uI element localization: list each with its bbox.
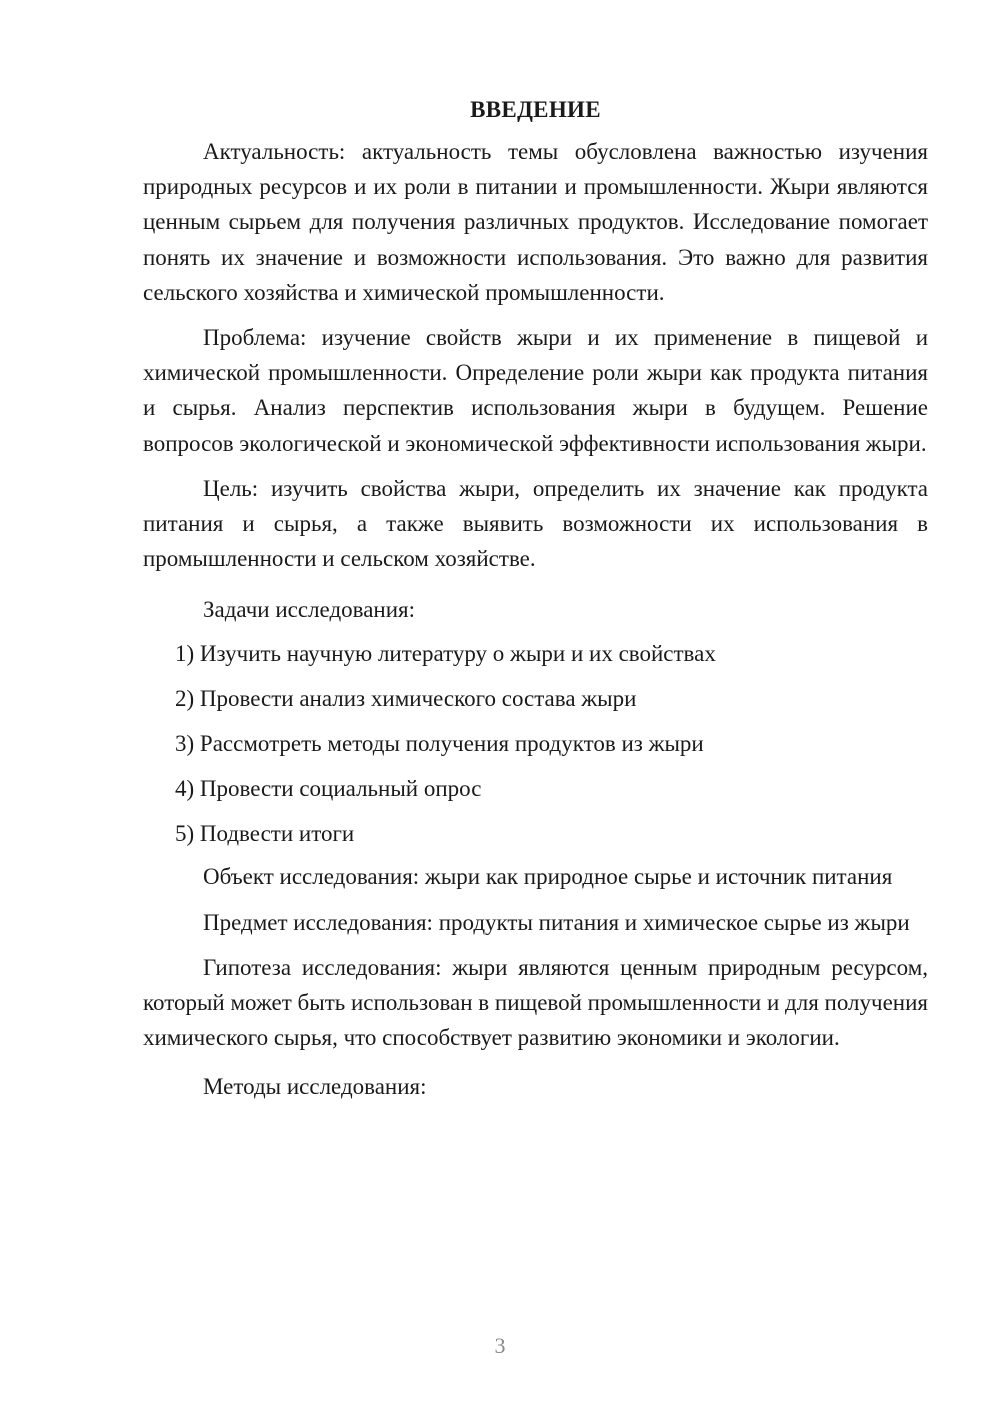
tasks-list — [143, 631, 928, 856]
goal-paragraph: Цель: изучить свойства жыри, определить их значение как продукта питания и сырья, а также выявить возможности их использования в промышленности и сельском хозяйстве. — [143, 475, 928, 572]
hypothesis-paragraph: Гипотеза исследования: жыри являются ценным природным ресурсом, который может быть использован в пищевой промышленности и для получения химического сырья, что способствует развитию экономики и экологии. — [143, 954, 928, 1051]
object-paragraph: Объект исследования: жыри как природное сырье и источник питания — [203, 864, 893, 890]
subject-paragraph: Предмет исследования: продукты питания и химическое сырье из жыри — [203, 909, 910, 935]
problem-paragraph: Проблема: изучение свойств жыри и их применение в пищевой и химической промышленности. Определение роли жыри как продукта питания и сырья. Анализ перспектив использования жыри в будущем. Решение вопросов экологической и экономической эффективности использования жыри. — [143, 325, 928, 456]
relevance-paragraph: Актуальность: актуальность темы обусловлена важностью изучения природных ресурсов и их роли в питании и промышленности. Жыри являются ценным сырьем для получения различных продуктов. Исследование помогает понять их значение и возможности использования. Это важно для развития сельского хозяйства и химической промышленности. — [143, 139, 928, 305]
list-item: 2) Провести анализ химического состава жыри — [175, 686, 637, 712]
list-item: 5) Подвести итоги — [175, 821, 355, 847]
methods-heading: Методы исследования: — [203, 1074, 427, 1100]
document-body — [143, 92, 928, 1105]
list-item: 4) Провести социальный опрос — [175, 776, 482, 802]
page-title: ВВЕДЕНИЕ — [470, 97, 601, 122]
list-item: 3) Рассмотреть методы получения продуктов из жыри — [175, 731, 704, 757]
list-item: 1) Изучить научную литературу о жыри и их свойствах — [175, 641, 716, 667]
page-number: 3 — [494, 1333, 506, 1358]
tasks-heading: Задачи исследования: — [203, 597, 416, 623]
